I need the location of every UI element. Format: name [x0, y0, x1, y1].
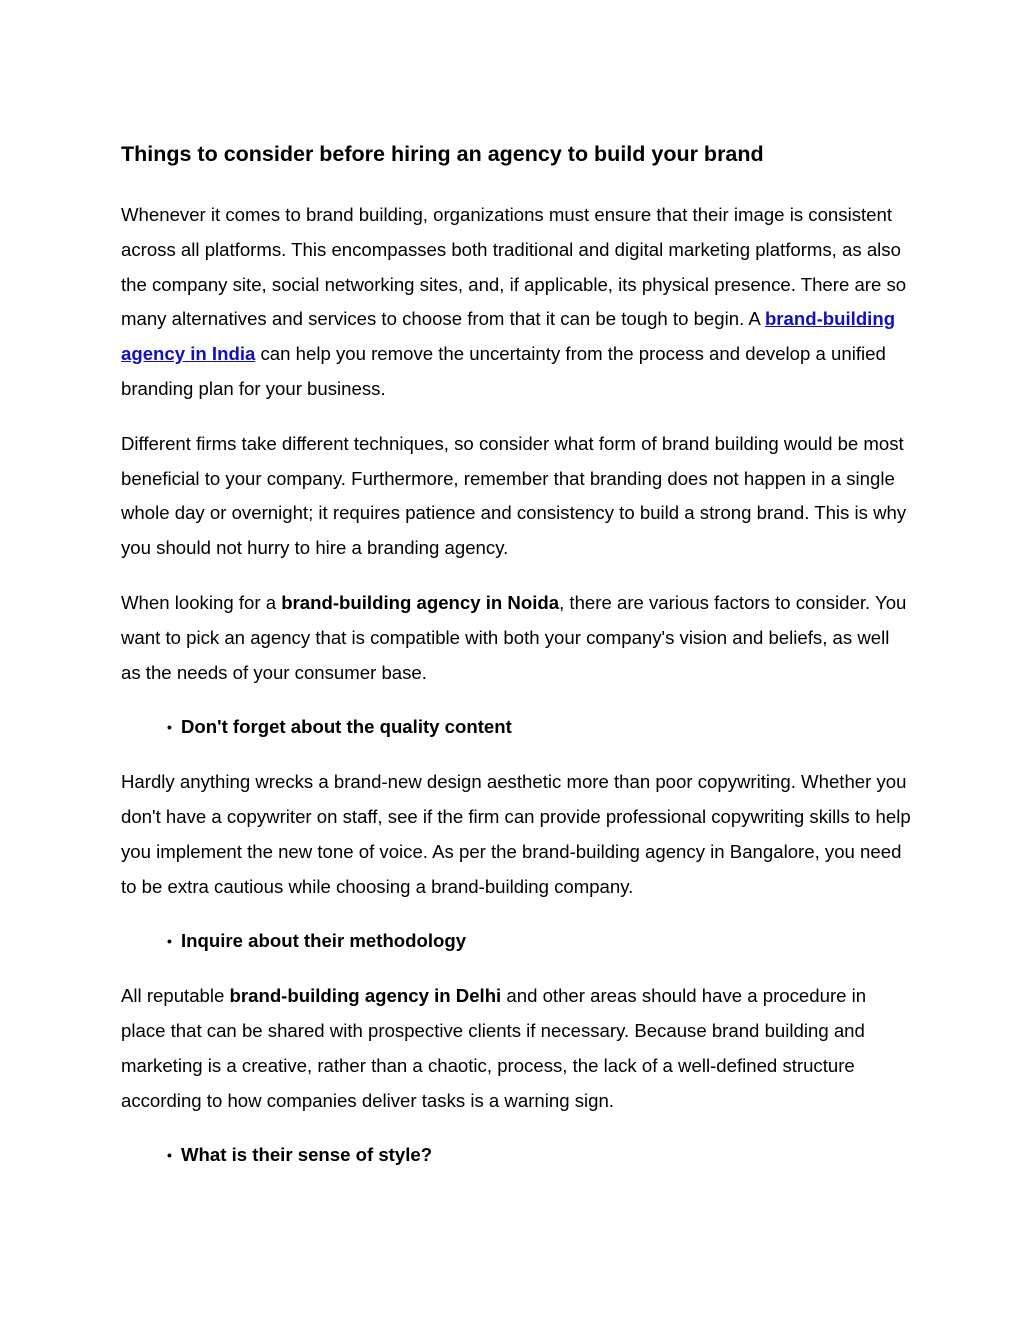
bullet-methodology: [167, 924, 911, 959]
noida-text-end: , there are various factors to consider. You want to pick an agency that is compatible with both your company's vision and beliefs, as well as the needs of your consumer base.: [121, 591, 907, 683]
bullet-quality-content: [167, 710, 911, 745]
delhi-text-start: All reputable: [121, 985, 230, 1007]
bullet-dot-icon: •: [167, 719, 172, 736]
noida-text-start: When looking for a: [121, 591, 282, 613]
bullet-label: What is their sense of style?: [181, 1144, 433, 1166]
intro-paragraph: [121, 198, 911, 407]
bullet-sense-of-style: [167, 1138, 911, 1173]
document-title: Things to consider before hiring an agency to build your brand: [121, 142, 764, 166]
copywriting-paragraph: Hardly anything wrecks a brand-new design aesthetic more than poor copywriting. Whether you don't have a copywriter on staff, see if the firm can provide professional copywriting skills to help you implement the new tone of voice. As per the brand-building agency in Bangalore, you need to be extra cautious while choosing a brand-building company.: [121, 771, 911, 897]
techniques-paragraph: Different firms take different techniques, so consider what form of brand building would be most beneficial to your company. Furthermore, remember that branding does not happen in a single whole day or overnight; it requires patience and consistency to build a strong brand. This is why you should not hurry to hire a branding agency.: [121, 432, 907, 559]
bullet-label: Don't forget about the quality content: [181, 716, 512, 738]
bullet-dot-icon: •: [167, 1147, 172, 1164]
delhi-text-end: and other areas should have a procedure in place that can be shared with prospective clients if necessary. Because brand building and marketing is a creative, rather than a chaotic, process, the lack of a well-defined structure according to how companies deliver tasks is a warning sign.: [121, 985, 867, 1111]
document-page: [121, 138, 911, 1193]
delhi-paragraph: [121, 979, 911, 1118]
brand-building-agency-india-link[interactable]: brand-building agency in India: [121, 308, 896, 365]
bullet-label: Inquire about their methodology: [181, 930, 467, 952]
delhi-bold-text: brand-building agency in Delhi: [229, 985, 502, 1007]
intro-text-end: can help you remove the uncertainty from the process and develop a unified branding plan for your business.: [121, 343, 886, 399]
bullet-dot-icon: •: [167, 933, 172, 950]
intro-text-start: Whenever it comes to brand building, organizations must ensure that their image is consistent across all platforms. This encompasses both traditional and digital marketing platforms, as also the company site, social networking sites, and, if applicable, its physical presence. There are so many alternatives and services to choose from that it can be tough to begin. A: [121, 204, 907, 330]
noida-paragraph: [121, 586, 911, 690]
noida-bold-text: brand-building agency in Noida: [281, 591, 560, 613]
